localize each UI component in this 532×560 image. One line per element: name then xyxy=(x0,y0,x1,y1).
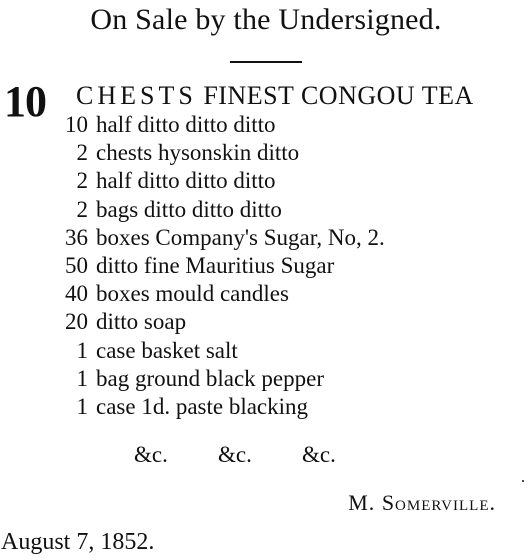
list-item xyxy=(0,393,532,421)
item-list xyxy=(0,111,532,421)
first-item-word-chests: CHESTS xyxy=(76,81,197,110)
item-quantity: 2 xyxy=(76,196,88,222)
item-quantity: 2 xyxy=(76,140,88,166)
first-item-description xyxy=(76,81,474,111)
list-item xyxy=(0,365,532,393)
item-description: bags ditto ditto ditto xyxy=(96,196,282,222)
etcetera-3: &c. xyxy=(302,442,336,467)
advertisement-date: August 7, 1852. xyxy=(1,529,155,555)
signature xyxy=(348,489,496,517)
list-item xyxy=(0,196,532,224)
item-quantity: 20 xyxy=(65,309,88,335)
item-quantity: 36 xyxy=(65,224,88,250)
item-description: ditto fine Mauritius Sugar xyxy=(96,252,335,278)
item-description: half ditto ditto ditto xyxy=(96,112,276,137)
signature-surname: Somerville. xyxy=(381,490,496,515)
item-quantity: 1 xyxy=(76,365,88,391)
item-description: chests hysonskin ditto xyxy=(96,140,300,166)
item-description: boxes Company's Sugar, No, 2. xyxy=(96,224,385,250)
heading-rule xyxy=(230,61,302,63)
item-description: bag ground black pepper xyxy=(96,365,325,391)
item-quantity: 1 xyxy=(76,337,88,363)
item-quantity: 40 xyxy=(65,281,88,307)
item-quantity: 50 xyxy=(65,252,88,278)
stray-dot xyxy=(522,480,524,482)
item-quantity: 10 xyxy=(65,112,88,137)
etcetera-2: &c. xyxy=(218,442,252,467)
item-quantity: 2 xyxy=(76,168,88,194)
item-description: half ditto ditto ditto xyxy=(96,168,276,194)
item-quantity: 1 xyxy=(76,393,88,419)
signature-initial: M. xyxy=(348,490,376,515)
item-description: case basket salt xyxy=(96,337,238,363)
etcetera-1: &c. xyxy=(134,442,168,467)
first-item-quantity: 10 xyxy=(4,77,46,126)
list-item xyxy=(0,280,532,308)
advertisement-heading: On Sale by the Undersigned. xyxy=(90,3,442,36)
first-item-word-rest: FINEST CONGOU TEA xyxy=(203,81,474,110)
item-description: ditto soap xyxy=(96,309,187,335)
list-item xyxy=(0,252,532,280)
item-description: case 1d. paste blacking xyxy=(96,393,309,419)
list-item xyxy=(0,111,532,139)
list-item xyxy=(0,167,532,195)
list-item xyxy=(0,224,532,252)
list-item xyxy=(0,337,532,365)
list-item xyxy=(0,308,532,336)
list-item xyxy=(0,139,532,167)
item-description: boxes mould candles xyxy=(96,281,289,307)
